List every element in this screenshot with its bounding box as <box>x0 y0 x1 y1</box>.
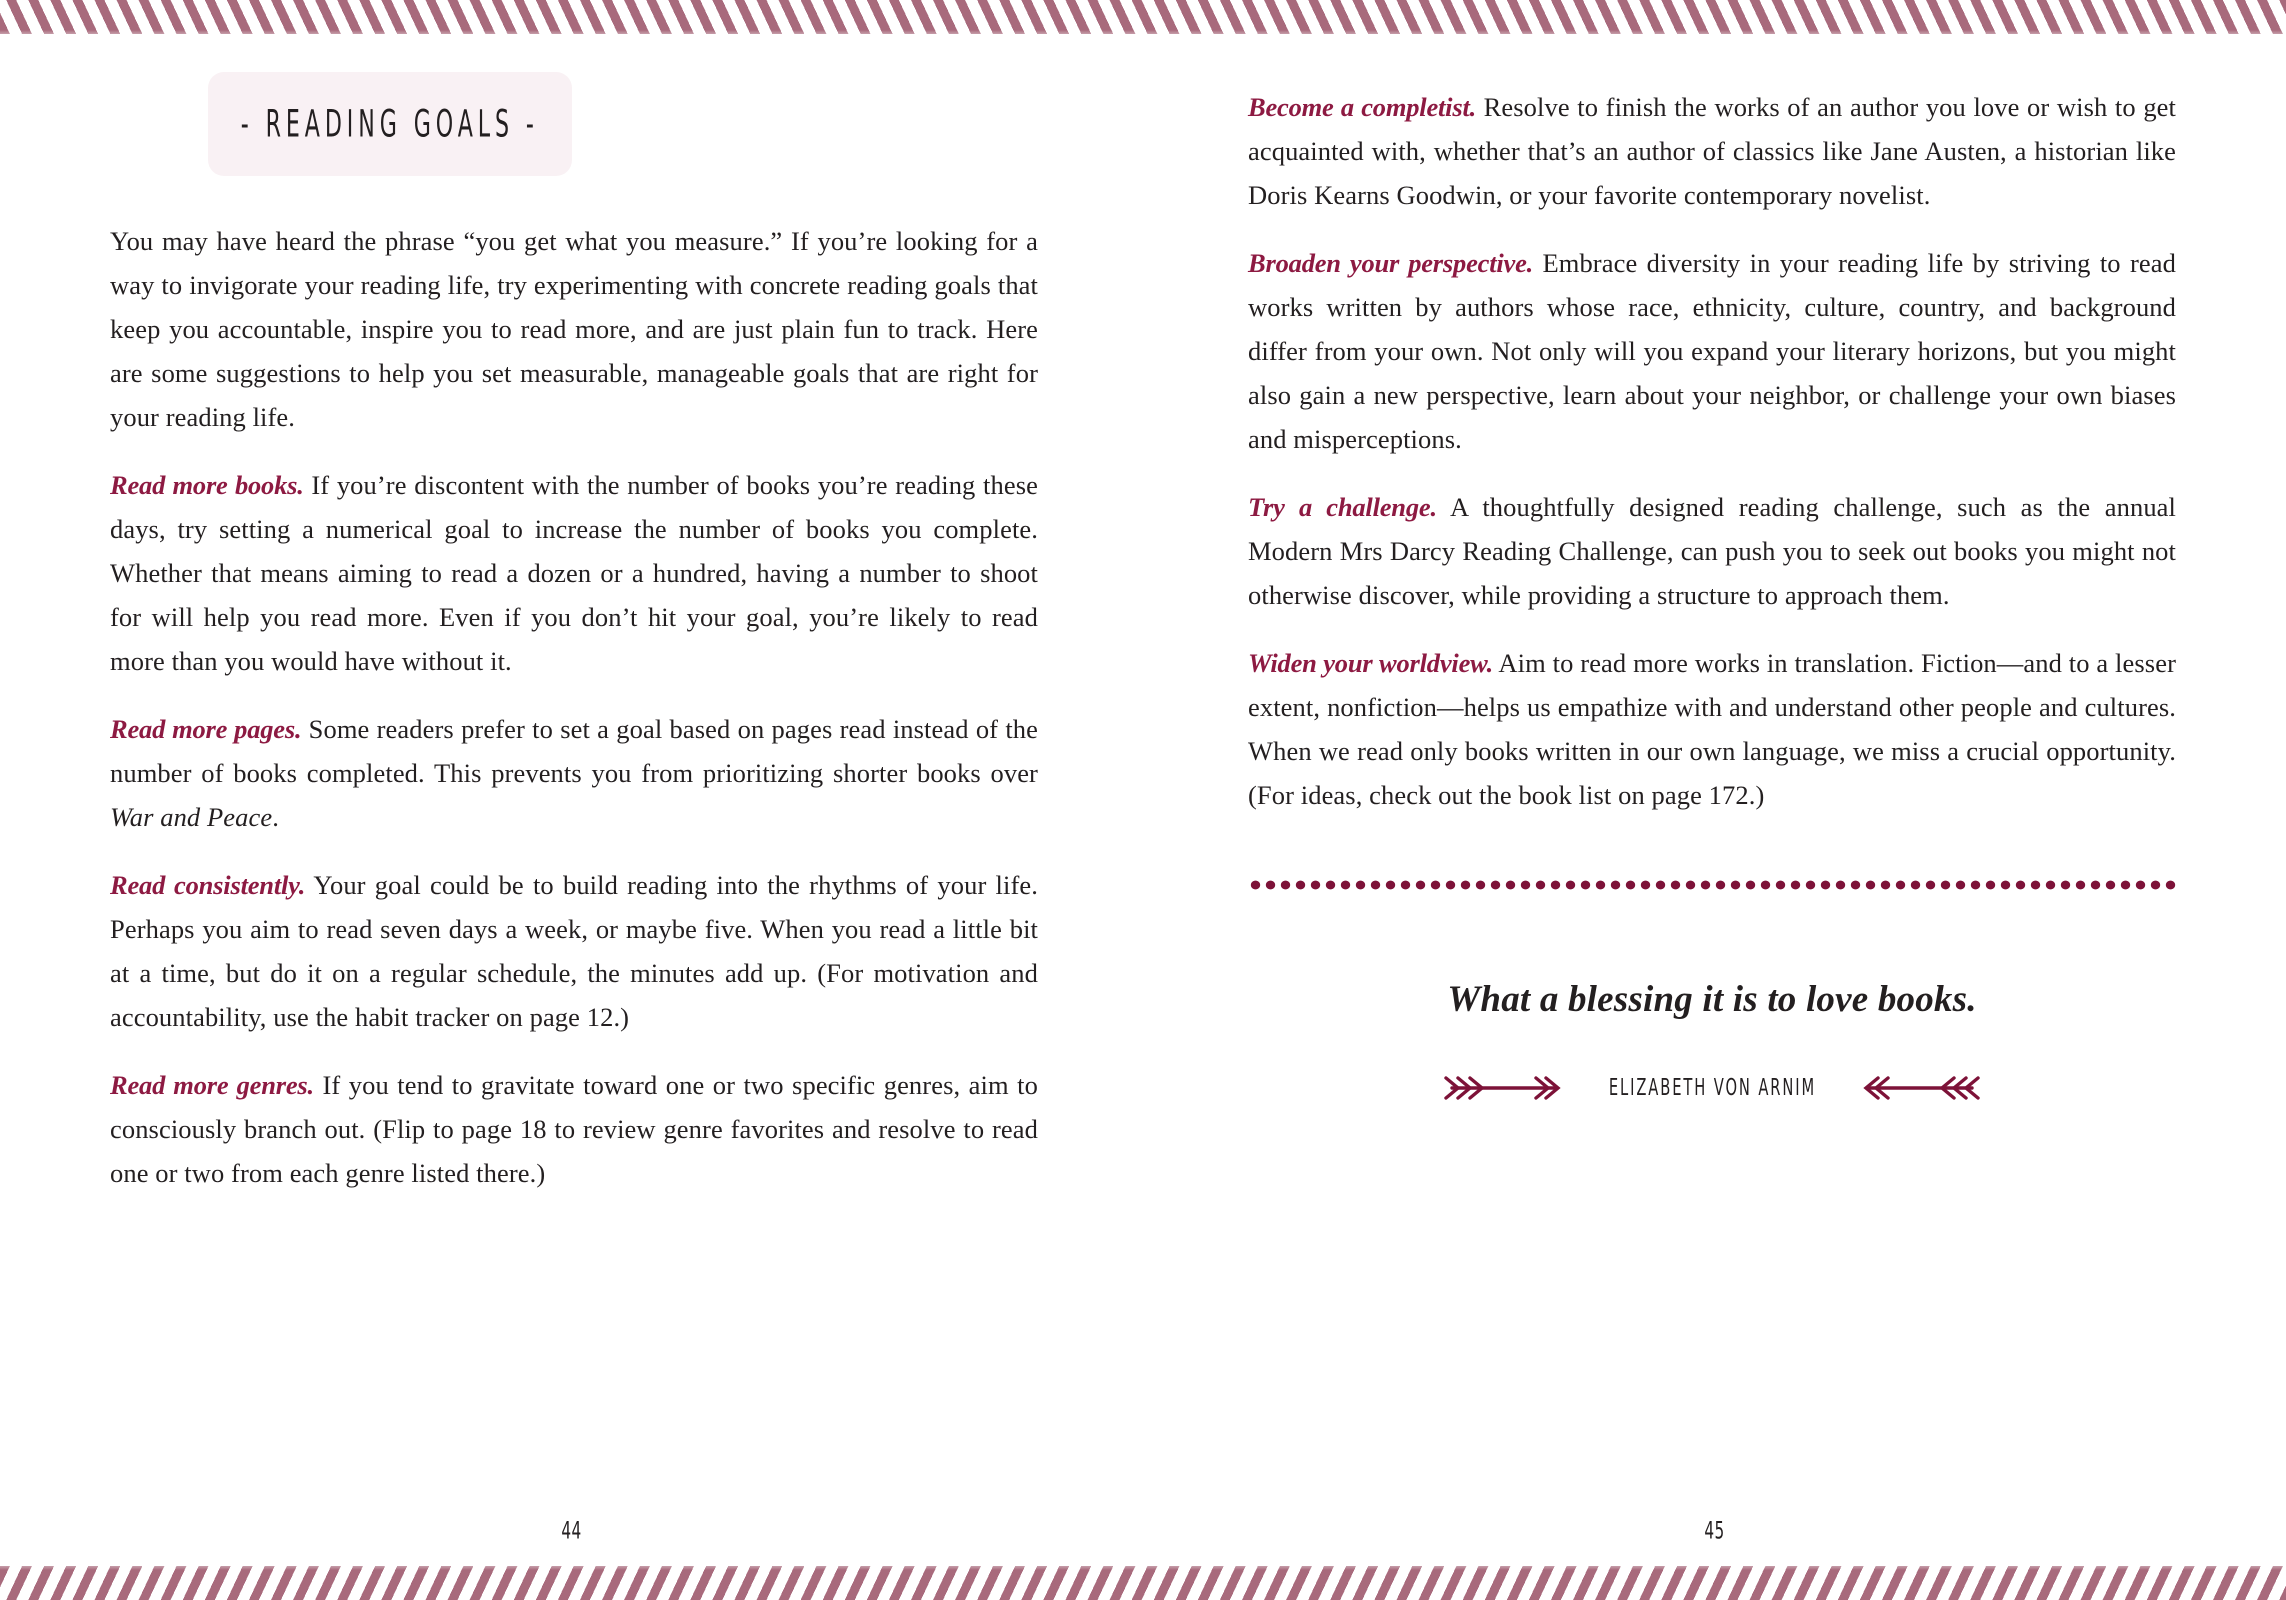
lead-in-read-more-genres: Read more genres. <box>110 1069 314 1100</box>
quote-attribution: ELIZABETH VON ARNIM <box>1608 1074 1816 1101</box>
arrow-left-ornament <box>1858 1073 1988 1103</box>
paragraph-read-more-books <box>110 464 1038 684</box>
body-become-a-completist: Resolve to finish the works of an author you love or wish to get acquainted with, whether that’s an author of classics like Jane Austen, a historian like Doris Kearns Goodwin, or your favorite contemporary novelist. <box>1248 92 2176 210</box>
paragraph-broaden-your-perspective <box>1248 242 2176 462</box>
lead-in-read-consistently: Read consistently. <box>110 869 306 900</box>
paragraph-read-consistently <box>110 864 1038 1040</box>
body-try-a-challenge: A thoughtfully designed reading challenge, such as the annual Modern Mrs Darcy Reading Challenge, can push you to seek out books you might not otherwise discover, while providing a structure to approach them. <box>1248 491 2177 610</box>
right-page <box>1143 34 2286 1566</box>
paragraph-read-more-genres <box>110 1064 1038 1196</box>
folio-left: 44 <box>561 1515 582 1545</box>
lead-in-read-more-pages: Read more pages. <box>110 713 302 744</box>
book-title-war-and-peace: War and Peace <box>110 801 273 832</box>
lead-in-widen-your-worldview: Widen your worldview. <box>1248 647 1494 678</box>
paragraph-widen-your-worldview <box>1248 642 2176 818</box>
attribution-row <box>1248 1073 2176 1103</box>
top-stripe-border <box>0 0 2286 34</box>
section-heading-plaque <box>210 74 570 174</box>
paragraph-read-more-pages <box>110 708 1038 840</box>
paragraph-intro-text: You may have heard the phrase “you get what you measure.” If you’re looking for a way to invigorate your reading life, try experimenting with concrete reading goals that keep you accountable, inspire you to read more, and are just plain fun to track. Here are some suggestions to help you set measurable, manageable goals that are right for your reading life. <box>110 226 1038 432</box>
left-column-body <box>110 220 1038 1196</box>
lead-in-try-a-challenge: Try a challenge. <box>1248 491 1437 522</box>
right-column-body <box>1248 86 2176 818</box>
body-widen-your-worldview: Aim to read more works in translation. Fiction—and to a lesser extent, nonfiction—helps us empathize with and understand other people and cultures. When we read only books written in our own language, we miss a crucial opportunity. (For ideas, check out the book list on page 172.) <box>1248 647 2176 810</box>
body-read-more-pages: Some readers prefer to set a goal based on pages read instead of the number of books completed. This prevents you from prioritizing shorter books over <box>110 713 1039 788</box>
body-read-more-books: If you’re discontent with the number of books you’re reading these days, try setting a numerical goal to increase the number of books you complete. Whether that means aiming to read a dozen or a hundred, having a number to shoot for will help you read more. Even if you don’t hit your goal, you’re likely to read more than you would have without it. <box>110 469 1038 676</box>
top-stripe-fade <box>0 30 2286 44</box>
lead-in-broaden-your-perspective: Broaden your perspective. <box>1248 247 1534 278</box>
pull-quote-block <box>1248 978 2176 1103</box>
pull-quote-text: What a blessing it is to love books. <box>1447 978 1977 1020</box>
lead-in-read-more-books: Read more books. <box>110 469 304 500</box>
paragraph-intro <box>110 220 1038 440</box>
body-read-more-pages-tail: . <box>272 801 279 832</box>
arrow-right-ornament <box>1436 1073 1566 1103</box>
body-read-more-genres: If you tend to gravitate toward one or two specific genres, aim to consciously branch out. (Flip to page 18 to review genre favorites and resolve to read one or two from each genre listed there.) <box>110 1069 1038 1188</box>
lead-in-become-a-completist: Become a completist. <box>1248 92 1477 122</box>
bottom-stripe-border <box>0 1566 2286 1600</box>
dotted-divider <box>1248 878 2176 892</box>
book-spread <box>0 34 2286 1566</box>
folio-right: 45 <box>1704 1515 1725 1545</box>
body-broaden-your-perspective: Embrace diversity in your reading life by striving to read works written by authors whose race, ethnicity, culture, country, and background differ from your own. Not only will you expand your literary horizons, but you might also gain a new perspective, learn about your neighbor, or challenge your own biases and misperceptions. <box>1248 247 2176 454</box>
page-title: - READING GOALS - <box>240 102 540 146</box>
paragraph-try-a-challenge <box>1248 486 2176 618</box>
bottom-stripe-fade <box>0 1556 2286 1570</box>
paragraph-become-a-completist <box>1248 86 2176 218</box>
body-read-consistently: Your goal could be to build reading into the rhythms of your life. Perhaps you aim to read seven days a week, or maybe five. When you read a little bit at a time, but do it on a regular schedule, the minutes add up. (For motivation and accountability, use the habit tracker on page 12.) <box>110 869 1038 1032</box>
left-page <box>0 34 1143 1566</box>
